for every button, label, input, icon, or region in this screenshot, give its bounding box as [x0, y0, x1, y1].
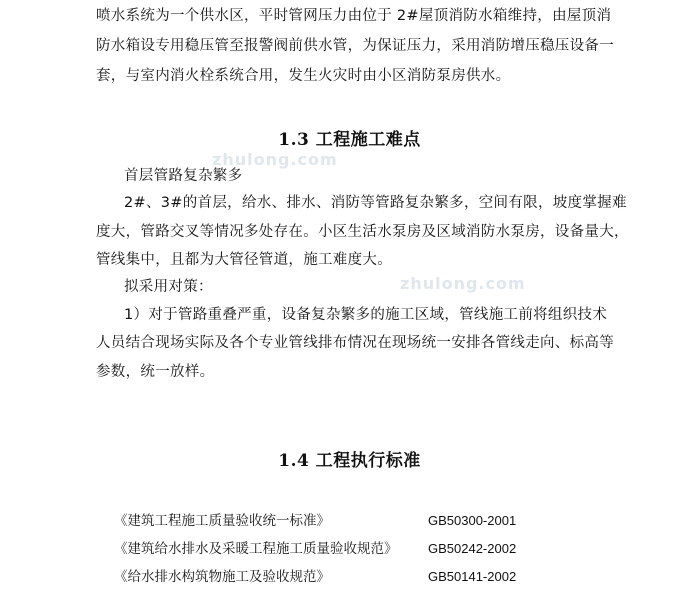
paragraph-line: 度大，管路交叉等情况多处存在。小区生活水泵房及区域消防水泵房，设备量大，	[96, 224, 629, 240]
paragraph-line: 防水箱设专用稳压管至报警阀前供水管，为保证压力，采用消防增压稳压设备一	[96, 38, 614, 54]
paragraph-line: 人员结合现场实际及各个专业管线排布情况在现场统一安排各管线走向、标高等	[96, 335, 614, 351]
paragraph-line: 1）对于管路重叠严重，设备复杂繁多的施工区域，管线施工前将组织技术	[124, 307, 608, 323]
watermark-text: zhulong.com	[400, 274, 526, 293]
standard-code: GB50141-2002	[428, 569, 517, 584]
standard-title: 《建筑工程施工质量验收统一标准》	[114, 513, 330, 529]
subsection-title: 首层管路复杂繁多	[124, 168, 243, 184]
section-heading-1-4: 1.4 工程执行标准	[278, 451, 421, 471]
paragraph-line: 参数，统一放样。	[96, 364, 215, 380]
paragraph-line: 喷水系统为一个供水区，平时管网压力由位于 2#屋顶消防水箱维持，由屋顶消	[96, 8, 612, 24]
standard-code: GB50242-2002	[428, 541, 517, 556]
measures-label: 拟采用对策：	[124, 279, 213, 295]
paragraph-line: 2#、3#的首层，给水、排水、消防等管路复杂繁多，空间有限，坡度掌握难	[124, 195, 627, 211]
standard-title: 《给水排水构筑物施工及验收规范》	[114, 569, 330, 585]
paragraph-line: 套，与室内消火栓系统合用，发生火灾时由小区消防泵房供水。	[96, 68, 511, 84]
section-heading-1-3: 1.3 工程施工难点	[278, 130, 421, 150]
standard-code: GB50300-2001	[428, 513, 517, 528]
standard-title: 《建筑给水排水及采暖工程施工质量验收规范》	[114, 541, 398, 557]
watermark-text: zhulong.com	[212, 150, 338, 169]
paragraph-line: 管线集中，且都为大管径管道，施工难度大。	[96, 252, 392, 268]
